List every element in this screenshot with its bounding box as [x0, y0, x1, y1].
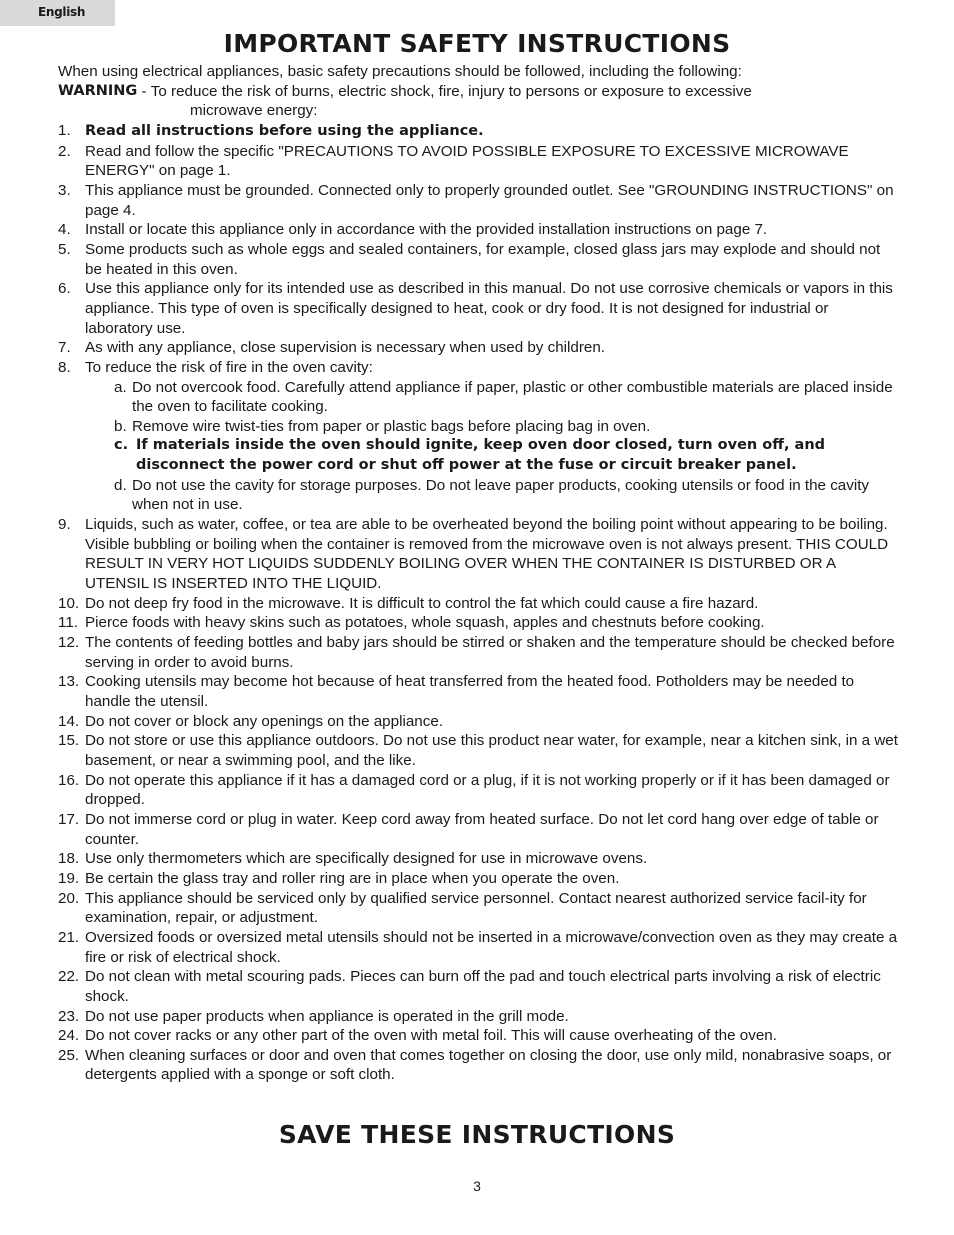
item-text: The contents of feeding bottles and baby jars should be stirred or shaken and the temperature should be checked before serving in order to avoid burns.: [85, 634, 895, 671]
list-item: [58, 869, 898, 889]
list-item: [58, 594, 898, 614]
list-item: [58, 121, 898, 142]
item-text: Use only thermometers which are specifically designed for use in microwave ovens.: [85, 850, 648, 868]
warning-text-continued: microwave energy:: [190, 102, 318, 120]
item-number: 7.: [58, 339, 71, 357]
item-number: 23.: [58, 1007, 80, 1025]
item-text: Do not cover racks or any other part of the oven with metal foil. This will cause overheating of the oven.: [85, 1027, 777, 1045]
list-item: [58, 1007, 898, 1027]
item-text: To reduce the risk of fire in the oven cavity:: [85, 358, 373, 376]
item-number: 4.: [58, 221, 71, 239]
item-number: 25.: [58, 1046, 80, 1064]
item-text: Read and follow the specific "PRECAUTIONS TO AVOID POSSIBLE EXPOSURE TO EXCESSIVE MICROWAVE ENERGY" on page 1.: [85, 142, 849, 180]
list-item: [58, 633, 898, 672]
item-number: 15.: [58, 732, 80, 750]
list-item: [58, 142, 898, 181]
item-number: 5.: [58, 240, 71, 258]
item-number: 3.: [58, 181, 71, 199]
item-text: Do not store or use this appliance outdoors. Do not use this product near water, for example, near a kitchen sink, in a wet basement, or near a swimming pool, and the like.: [85, 732, 898, 769]
list-item: [58, 220, 898, 240]
item-number: 6.: [58, 280, 71, 298]
item-text: Do not cover or block any openings on the appliance.: [85, 712, 443, 730]
item-text: Install or locate this appliance only in accordance with the provided installation instructions on page 7.: [85, 221, 768, 239]
page-number: 3: [473, 1178, 481, 1194]
list-item: [58, 240, 898, 279]
list-item: [58, 810, 898, 849]
item-text: Liquids, such as water, coffee, or tea are able to be overheated beyond the boiling point without appearing to be boiling. Visible bubbling or boiling when the container is removed from the microwave oven is not always present. THIS COULD RESULT IN VERY HOT LIQUIDS SUDDENLY BOILING OVER WHEN THE CONTAINER IS DISTURBED OR A UTENSIL IS INSERTED INTO THE LIQUID.: [85, 516, 889, 593]
list-item: [58, 1046, 898, 1085]
list-item: [58, 181, 898, 220]
sub-item-letter: b.: [114, 417, 127, 435]
item-text: Do not deep fry food in the microwave. It is difficult to control the fat which could cause a fire hazard.: [85, 594, 759, 612]
item-text: This appliance must be grounded. Connected only to properly grounded outlet. See "GROUNDING INSTRUCTIONS" on page 4.: [85, 181, 894, 219]
item-number: 18.: [58, 850, 80, 868]
item-text: Do not clean with metal scouring pads. Pieces can burn off the pad and touch electrical parts involving a risk of electric shock.: [85, 968, 881, 1005]
item-text: As with any appliance, close supervision is necessary when used by children.: [85, 339, 606, 357]
item-number: 9.: [58, 516, 71, 534]
instruction-list: [58, 121, 898, 1085]
intro-text: When using electrical appliances, basic safety precautions should be followed, including the following:: [58, 63, 742, 80]
list-item: [58, 279, 898, 338]
sub-list: [85, 378, 898, 516]
item-number: 22.: [58, 968, 80, 986]
list-item: [58, 889, 898, 928]
item-text: Do not immerse cord or plug in water. Keep cord away from heated surface. Do not let cord hang over edge of table or counter.: [85, 810, 879, 848]
language-tab: English: [0, 0, 115, 26]
sub-item-text: Remove wire twist-ties from paper or plastic bags before placing bag in oven.: [132, 417, 651, 435]
list-item: [58, 515, 898, 594]
list-item: [58, 358, 898, 515]
list-item: [58, 338, 898, 358]
list-item: [58, 928, 898, 967]
sub-item-letter: c.: [114, 437, 129, 454]
list-item: [58, 672, 898, 711]
item-text: Do not use paper products when appliance is operated in the grill mode.: [85, 1007, 569, 1025]
list-item: [58, 731, 898, 770]
item-text: This appliance should be serviced only by qualified service personnel. Contact nearest authorized service facil-ity for examination, repair, or adjustment.: [85, 889, 867, 927]
item-text: Read all instructions before using the appliance.: [85, 122, 484, 139]
item-text: Do not operate this appliance if it has a damaged cord or a plug, if it is not working properly or if it has been damaged or dropped.: [85, 771, 890, 809]
item-text: Pierce foods with heavy skins such as potatoes, whole squash, apples and chestnuts before cooking.: [85, 614, 765, 632]
item-text: Be certain the glass tray and roller ring are in place when you operate the oven.: [85, 869, 620, 887]
list-item: [58, 849, 898, 869]
sub-item-emphasized: [114, 436, 898, 475]
closing-heading: SAVE THESE INSTRUCTIONS: [278, 1120, 676, 1149]
item-text: When cleaning surfaces or door and oven that comes together on closing the door, use only mild, nonabrasive soaps, or detergents applied with a sponge or soft cloth.: [85, 1046, 892, 1084]
item-text: Cooking utensils may become hot because of heat transferred from the heated food. Potholders may be needed to handle the utensil.: [85, 673, 855, 710]
item-number: 17.: [58, 810, 80, 828]
warning-text: To reduce the risk of burns, electric shock, fire, injury to persons or exposure to excessive: [150, 82, 752, 100]
item-number: 11.: [58, 614, 78, 632]
item-text: Some products such as whole eggs and sealed containers, for example, closed glass jars may explode and should not be heated in this oven.: [85, 240, 881, 278]
item-text: Use this appliance only for its intended use as described in this manual. Do not use corrosive chemicals or vapors in this appliance. This type of oven is specifically designed to heat, cook or dry food. It is not designed for industrial or laboratory use.: [85, 280, 893, 337]
item-number: 14.: [58, 712, 80, 730]
item-number: 16.: [58, 771, 80, 789]
item-number: 19.: [58, 869, 80, 887]
page-title: IMPORTANT SAFETY INSTRUCTIONS: [223, 29, 731, 58]
item-number: 13.: [58, 673, 80, 691]
list-item: [58, 613, 898, 633]
sub-item-letter: d.: [114, 476, 127, 494]
item-number: 21.: [58, 928, 80, 946]
item-number: 1.: [58, 121, 71, 139]
sub-item-text: Do not use the cavity for storage purposes. Do not leave paper products, cooking utensils or food in the cavity when not in use.: [132, 476, 870, 514]
sub-item: [114, 378, 898, 417]
item-number: 8.: [58, 358, 71, 376]
list-item: [58, 712, 898, 732]
warning-label: WARNING: [58, 82, 138, 99]
sub-item: [114, 476, 898, 515]
item-text: Oversized foods or oversized metal utensils should not be inserted in a microwave/convection oven as they may create a fire or risk of electrical shock.: [85, 928, 898, 966]
item-number: 10.: [58, 594, 80, 612]
sub-item-text: If materials inside the oven should ignite, keep oven door closed, turn oven off, and disconnect the power cord or shut off power at the fuse or circuit breaker panel.: [136, 437, 826, 474]
list-item: [58, 771, 898, 810]
sub-item-letter: a.: [114, 378, 127, 396]
sub-item: [114, 417, 898, 437]
item-number: 2.: [58, 142, 71, 160]
sub-item-text: Do not overcook food. Carefully attend appliance if paper, plastic or other combustible materials are placed inside the oven to facilitate cooking.: [132, 378, 893, 416]
list-item: [58, 967, 898, 1006]
item-number: 12.: [58, 634, 80, 652]
warning-block: [58, 82, 898, 121]
item-number: 20.: [58, 889, 80, 907]
list-item: [58, 1026, 898, 1046]
warning-separator: -: [137, 82, 151, 100]
instructions-body: [58, 62, 898, 1085]
item-number: 24.: [58, 1027, 80, 1045]
